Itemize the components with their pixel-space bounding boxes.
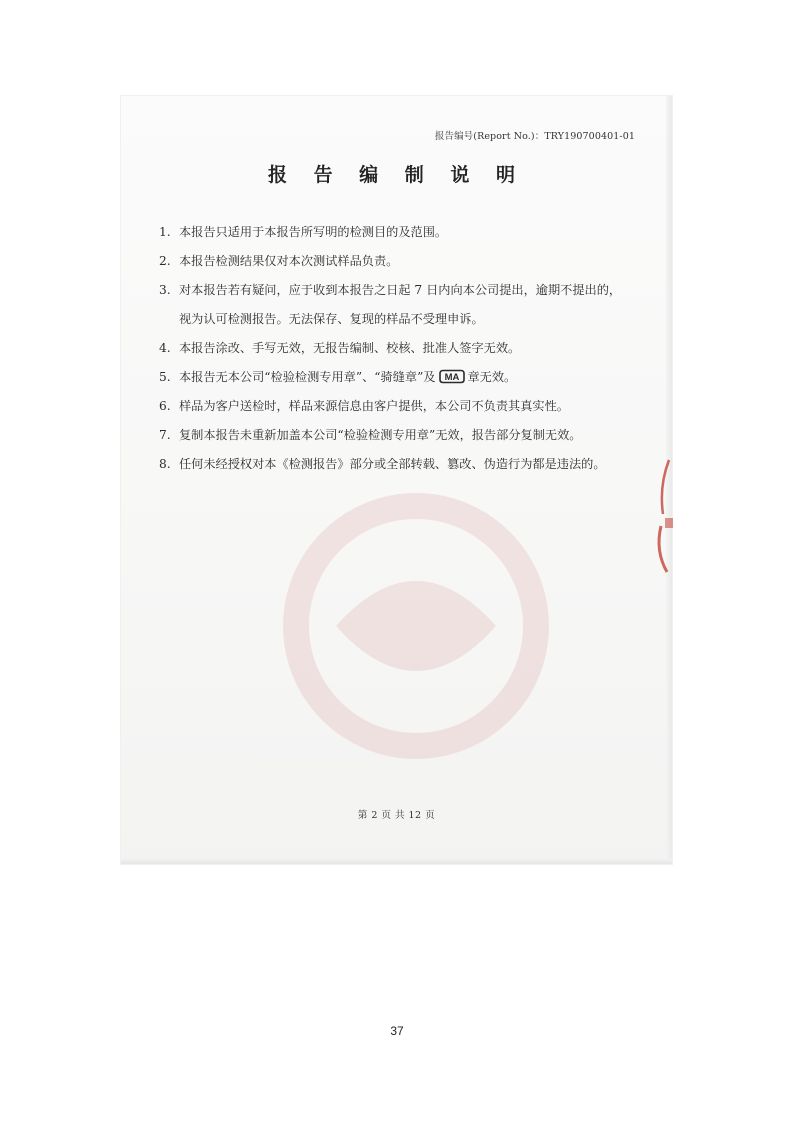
- scanned-report-page: [121, 96, 672, 864]
- item-text-after: 章无效。: [467, 370, 517, 384]
- item-number: 3.: [159, 283, 171, 297]
- item-number: 6.: [159, 399, 171, 413]
- watermark-logo: [266, 476, 566, 776]
- item-text: 视为认可检测报告。无法保存、复现的样品不受理申诉。: [179, 312, 484, 326]
- item-text: [179, 363, 639, 392]
- list-item: [159, 450, 639, 479]
- notes-list: [159, 218, 639, 479]
- list-item: [159, 334, 639, 363]
- page-title: 报 告 编 制 说 明: [267, 164, 526, 186]
- item-number: 7.: [159, 428, 171, 442]
- item-number: 1.: [159, 225, 171, 239]
- item-text: 任何未经授权对本《检测报告》部分或全部转载、篡改、伪造行为都是违法的。: [179, 457, 606, 471]
- item-text: 样品为客户送检时，样品来源信息由客户提供，本公司不负责其真实性。: [179, 399, 569, 413]
- list-item: [159, 363, 639, 392]
- list-item: [159, 218, 639, 247]
- item-number: [159, 305, 179, 334]
- item-text-before: 本报告无本公司“检验检测专用章”、“骑缝章”及: [179, 370, 436, 384]
- list-item-continuation: [159, 305, 639, 334]
- item-number: 5.: [159, 370, 171, 384]
- cma-mark-icon: [439, 369, 465, 384]
- item-number: 8.: [159, 457, 171, 471]
- item-text: 复制本报告未重新加盖本公司“检验检测专用章”无效，报告部分复制无效。: [179, 428, 582, 442]
- scan-edge-bottom: [121, 858, 672, 864]
- cma-mark-label: MA: [444, 372, 459, 383]
- report-number: 报告编号(Report No.)：TRY190700401-01: [434, 131, 635, 142]
- item-text: 对本报告若有疑问，应于收到本报告之日起 7 日内向本公司提出，逾期不提出的，: [179, 283, 622, 297]
- list-item: [159, 276, 639, 305]
- page-footer: 第 2 页 共 12 页: [357, 810, 436, 821]
- list-item: [159, 392, 639, 421]
- item-number: 4.: [159, 341, 171, 355]
- item-text: 本报告只适用于本报告所写明的检测目的及范围。: [179, 225, 448, 239]
- list-item: [159, 247, 639, 276]
- document-page-number: 37: [390, 1024, 404, 1038]
- item-text: 本报告检测结果仅对本次测试样品负责。: [179, 254, 399, 268]
- seal-stamp-fragment: [651, 456, 677, 576]
- item-text: 本报告涂改、手写无效，无报告编制、校核、批准人签字无效。: [179, 341, 521, 355]
- list-item: [159, 421, 639, 450]
- item-number: 2.: [159, 254, 171, 268]
